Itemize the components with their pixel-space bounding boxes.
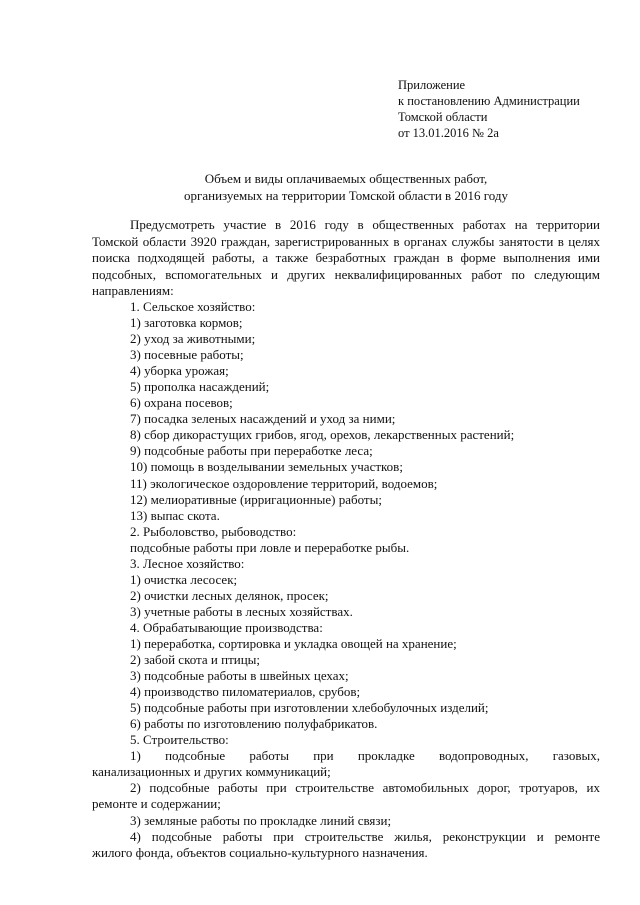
list-item: 12) мелиоративные (ирригационные) работы; — [130, 491, 382, 507]
list-item: 3) земляные работы по прокладке линий связи; — [130, 812, 392, 828]
list-item: 1. Сельское хозяйство: — [130, 299, 256, 314]
list-item: 4) уборка урожая; — [130, 363, 229, 379]
intro-paragraph: Предусмотреть участие в 2016 году в общественных работах на территории Томской области 3920 граждан, зарегистрированных в органах службы занятости в целях поиска подходящей работы, а также безработных граждан в форме выполнения ими подсобных, вспомогательных и других неквалифицированных работ по следующим направлениям: — [92, 217, 600, 298]
list-item: 6) работы по изготовлению полуфабрикатов. — [130, 716, 378, 732]
list-item: 7) посадка зеленых насаждений и уход за ними; — [130, 411, 396, 427]
list-item: 2) очистки лесных делянок, просек; — [130, 587, 329, 603]
appendix-header — [398, 77, 580, 141]
list-item: 5. Строительство: — [130, 732, 229, 748]
list-item: 2) уход за животными; — [130, 331, 256, 347]
list-item: 3) посевные работы; — [130, 347, 244, 363]
list-item: 2. Рыболовство, рыбоводство: — [130, 523, 297, 539]
document-title — [92, 170, 600, 204]
list-item: 1) переработка, сортировка и укладка овощей на хранение; — [130, 635, 457, 651]
list-item: подсобные работы при ловле и переработке рыбы. — [130, 539, 410, 555]
work-list — [92, 299, 600, 861]
list-item: 2) подсобные работы при строительстве автомобильных дорог, тротуаров, их — [130, 780, 600, 796]
appendix-line: Томской области — [398, 110, 488, 124]
list-item: 5) подсобные работы при изготовлении хлебобулочных изделий; — [130, 700, 489, 716]
list-item-continuation: канализационных и других коммуникаций; — [92, 764, 331, 780]
list-item: 3) подсобные работы в швейных цехах; — [130, 668, 349, 684]
list-item: 13) выпас скота. — [130, 507, 220, 523]
list-item: 8) сбор дикорастущих грибов, ягод, орехов, лекарственных растений; — [130, 427, 515, 443]
list-item: 11) экологическое оздоровление территорий, водоемов; — [130, 475, 438, 491]
list-item: 9) подсобные работы при переработке леса; — [130, 443, 373, 459]
list-item: 1) заготовка кормов; — [130, 315, 243, 331]
list-item: 10) помощь в возделывании земельных участков; — [130, 459, 403, 475]
list-item: 2) забой скота и птицы; — [130, 652, 261, 668]
title-line: организуемых на территории Томской области в 2016 году — [184, 188, 508, 203]
title-line: Объем и виды оплачиваемых общественных работ, — [204, 171, 488, 186]
list-item: 6) охрана посевов; — [130, 395, 233, 411]
list-item: 1) подсобные работы при прокладке водопроводных, газовых, — [130, 748, 600, 764]
list-item: 1) очистка лесосек; — [130, 571, 238, 587]
appendix-line: к постановлению Администрации — [398, 94, 580, 108]
list-item-continuation: жилого фонда, объектов социально-культурного назначения. — [92, 844, 428, 860]
appendix-date: от 13.01.2016 № 2а — [398, 126, 499, 140]
list-item: 5) прополка насаждений; — [130, 379, 270, 395]
list-item-continuation: ремонте и содержании; — [92, 796, 221, 812]
list-item: 3. Лесное хозяйство: — [130, 555, 245, 571]
list-item: 3) учетные работы в лесных хозяйствах. — [130, 603, 353, 619]
appendix-line: Приложение — [398, 78, 466, 92]
list-item: 4) подсобные работы при строительстве жилья, реконструкции и ремонте — [130, 828, 600, 844]
list-item: 4) производство пиломатериалов, срубов; — [130, 684, 361, 700]
list-item: 4. Обрабатывающие производства: — [130, 619, 323, 635]
